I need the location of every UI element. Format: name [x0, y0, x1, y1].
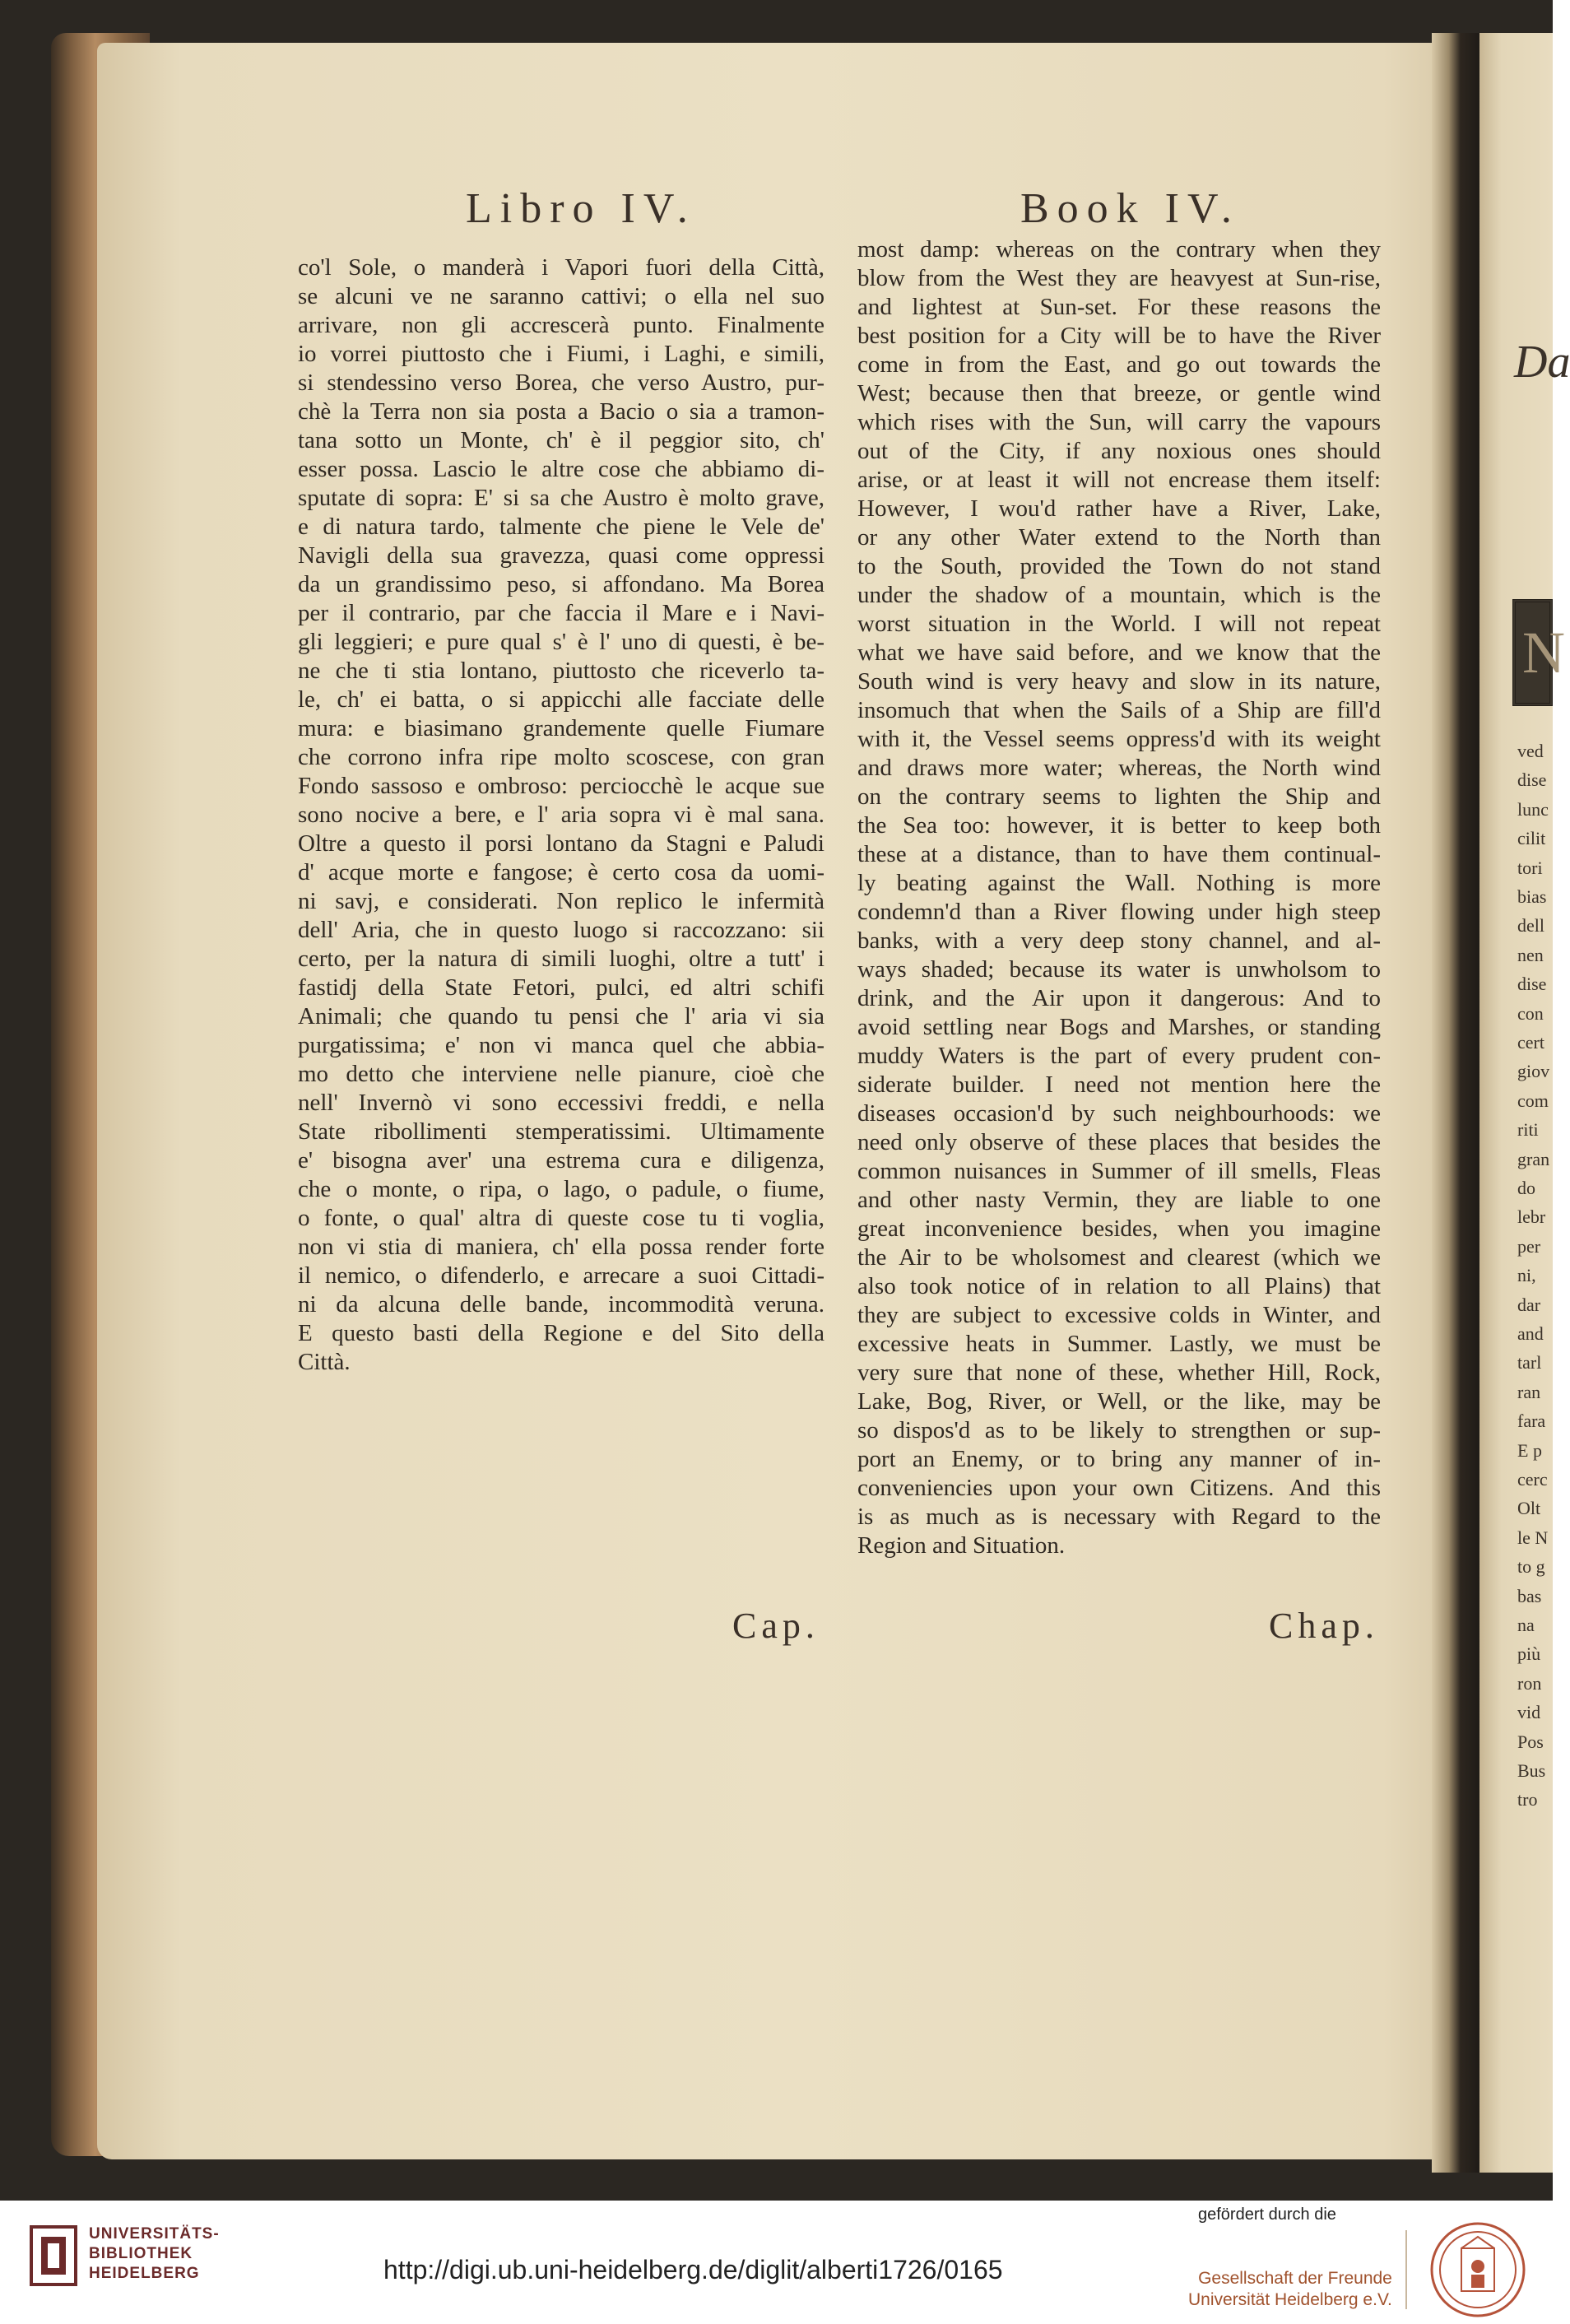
text-line: is as much as is necessary with Regard to the: [857, 1504, 1381, 1530]
library-name-line-3: HEIDELBERG: [89, 2265, 200, 2282]
next-page-line: bas: [1517, 1585, 1542, 1606]
text-line: Navigli della sua gravezza, quasi come oppressi: [298, 542, 824, 569]
next-page-line: cerc: [1517, 1469, 1548, 1490]
next-page-line: cilit: [1517, 828, 1546, 849]
university-seal-icon: [1428, 2220, 1527, 2319]
text-line: il nemico, o difenderlo, e arrecare a suoi Cittadi-: [298, 1262, 824, 1289]
text-line: Region and Situation.: [857, 1532, 1066, 1559]
library-name-line-1: UNIVERSITÄTS-: [89, 2225, 220, 2243]
text-line: with it, the Vessel seems oppress'd with its weight: [857, 726, 1381, 752]
text-line: they are subject to excessive colds in Winter, and: [857, 1302, 1381, 1328]
text-line: best position for a City will be to have the River: [857, 323, 1381, 349]
text-line: d' acque morte e fangose; è certo cosa da uomi-: [298, 859, 824, 885]
next-page-line: gran: [1517, 1148, 1550, 1169]
text-line: need only observe of these places that besides the: [857, 1129, 1381, 1155]
next-page-line: Pos: [1517, 1731, 1544, 1752]
text-line: so dispos'd as to be likely to strengthen or sup-: [857, 1417, 1381, 1443]
text-line: most damp: whereas on the contrary when they: [857, 236, 1381, 263]
next-page-line: Olt: [1517, 1498, 1541, 1519]
text-line: che corrono infra ripe molto scoscese, con gran: [298, 744, 824, 770]
text-line: esser possa. Lascio le altre cose che abbiamo di-: [298, 456, 824, 482]
digital-library-url-link[interactable]: http://digi.ub.uni-heidelberg.de/diglit/alberti1726/0165: [383, 2255, 1003, 2284]
book-gutter: [1432, 33, 1479, 2173]
next-page-line: ron: [1517, 1672, 1542, 1694]
text-line: out of the City, if any noxious ones should: [857, 438, 1381, 464]
running-head-left: Libro IV.: [466, 185, 696, 232]
next-page-line: do: [1517, 1178, 1535, 1198]
text-line: che o monte, o ripa, o lago, o padule, o fiume,: [298, 1176, 824, 1202]
text-line: siderate builder. I need not mention here the: [857, 1071, 1381, 1098]
text-line: common nuisances in Summer of ill smells, Fleas: [857, 1158, 1381, 1184]
text-line: chè la Terra non sia posta a Bacio o sia a tramon-: [298, 398, 824, 425]
next-page-line: E p: [1517, 1439, 1542, 1461]
text-line: co'l Sole, o manderà i Vapori fuori della Città,: [298, 254, 824, 281]
text-line: o fonte, o qual' altra di queste cose tu ti voglia,: [298, 1205, 824, 1231]
text-line: Oltre a questo il porsi lontano da Stagni e Paludi: [298, 830, 824, 857]
text-line: Lake, Bog, River, or Well, or the like, may be: [857, 1388, 1381, 1415]
text-line: avoid settling near Bogs and Marshes, or standing: [857, 1014, 1381, 1040]
text-line: per il contrario, par che faccia il Mare e i Navi-: [298, 600, 824, 626]
text-line: or any other Water extend to the North than: [857, 524, 1381, 551]
text-line: si stendessino verso Borea, che verso Austro, pur-: [298, 370, 824, 396]
catchword-left: Cap.: [732, 1606, 820, 1646]
next-page-line: lebr: [1517, 1206, 1546, 1228]
society-name: [1188, 2268, 1392, 2311]
next-page-line: le N: [1517, 1527, 1549, 1548]
text-line: ni savj, e considerati. Non replico le infermità: [298, 888, 824, 914]
text-line: ni da alcuna delle bande, incommodità veruna.: [298, 1291, 824, 1318]
next-page-line: ved: [1517, 741, 1544, 761]
next-page-line: dise: [1517, 974, 1547, 995]
text-line: on the contrary seems to lighten the Ship and: [857, 783, 1381, 810]
text-line: ways shaded; because its water is unwholsom to: [857, 956, 1381, 983]
text-line: insomuch that when the Sails of a Ship are fill'd: [857, 697, 1381, 723]
text-line: conveniencies upon your own Citizens. And this: [857, 1475, 1381, 1501]
text-line: purgatissima; e' non vi manca quel che abbia-: [298, 1032, 824, 1058]
text-line: dell' Aria, che in questo luogo si raccozzano: sii: [298, 917, 824, 943]
text-line: arrivare, non gli accrescerà punto. Finalmente: [298, 312, 824, 338]
next-page-line: lunc: [1517, 798, 1549, 820]
text-line: e' bisogna aver' una estrema cura e diligenza,: [298, 1147, 824, 1174]
text-line: banks, with a very deep stony channel, and al-: [857, 927, 1381, 954]
next-page-line: vid: [1517, 1702, 1541, 1723]
next-page-line: ran: [1517, 1381, 1541, 1402]
next-page-line: to g: [1517, 1556, 1545, 1578]
text-line: nell' Invernò vi sono eccessivi freddi, e nella: [298, 1090, 824, 1116]
text-line: drink, and the Air upon it dangerous: And to: [857, 985, 1381, 1011]
next-page-line: na: [1517, 1615, 1535, 1635]
text-line: and lightest at Sun-set. For these reasons the: [857, 294, 1381, 320]
text-line: mura: e biasimano grandemente quelle Fiumare: [298, 715, 824, 741]
text-line: non vi stia di maniera, ch' ella possa render forte: [298, 1234, 824, 1260]
text-line: and draws more water; whereas, the North wind: [857, 755, 1381, 781]
text-line: and other nasty Vermin, they are liable to one: [857, 1187, 1381, 1213]
next-page-line: riti: [1517, 1119, 1539, 1141]
next-page-line: and: [1517, 1323, 1544, 1344]
catchword-right: Chap.: [1269, 1606, 1379, 1646]
text-line: what we have said before, and we know that the: [857, 639, 1381, 666]
text-line: worst situation in the World. I will not repeat: [857, 611, 1381, 637]
text-line: condemn'd than a River flowing under high steep: [857, 899, 1381, 925]
text-line: certo, per la natura di simili luoghi, oltre a tutt' i: [298, 946, 824, 972]
text-line: tana sotto un Monte, ch' è il peggior sito, ch': [298, 427, 824, 453]
footer: [0, 2201, 1553, 2324]
next-page-line: nen: [1517, 944, 1544, 965]
next-page-heading: Da: [1514, 337, 1570, 388]
next-page-line: con: [1517, 1002, 1544, 1024]
text-line: under the shadow of a mountain, which is the: [857, 582, 1381, 608]
society-name-line-2: Universität Heidelberg e.V.: [1188, 2290, 1392, 2309]
decorated-initial-letter: N: [1522, 620, 1565, 686]
next-page-fragment: [1479, 33, 1570, 2173]
text-line: great inconvenience besides, when you imagine: [857, 1215, 1381, 1242]
next-page-line: tarl: [1517, 1352, 1542, 1373]
text-line: ly beating against the Wall. Nothing is more: [857, 870, 1381, 896]
next-page-line: per: [1517, 1235, 1541, 1257]
italian-text-column: [298, 253, 824, 1377]
next-page-line: bias: [1517, 886, 1547, 907]
text-line: the Air to be wholsomest and clearest (which we: [857, 1244, 1381, 1271]
next-page-line: più: [1517, 1643, 1541, 1665]
text-line: to the South, provided the Town do not stand: [857, 553, 1381, 579]
text-line: fastidj della State Fetori, pulci, ed altri schifi: [298, 974, 824, 1001]
text-line: very sure that none of these, whether Hill, Rock,: [857, 1360, 1381, 1386]
text-line: gli leggieri; e pure qual s' è l' uno di questi, è be-: [298, 629, 824, 655]
text-line: port an Enemy, or to bring any manner of in-: [857, 1446, 1381, 1472]
english-text-column: [857, 235, 1381, 1560]
text-line: da un grandissimo peso, si affondano. Ma Borea: [298, 571, 824, 597]
text-line: come in from the East, and go out towards the: [857, 351, 1381, 378]
text-line: muddy Waters is the part of every prudent con-: [857, 1043, 1381, 1069]
text-line: Città.: [298, 1349, 351, 1375]
text-line: Fondo sassoso e ombroso: perciocchè le acque sue: [298, 773, 824, 799]
next-page-line: dell: [1517, 915, 1544, 937]
text-line: excessive heats in Summer. Lastly, we must be: [857, 1331, 1381, 1357]
text-line: these at a distance, than to have them continual-: [857, 841, 1381, 867]
society-name-line-1: Gesellschaft der Freunde: [1198, 2269, 1392, 2288]
next-page-line: cert: [1517, 1032, 1544, 1053]
next-page-line: tori: [1517, 857, 1543, 878]
running-head-right: Book IV.: [1020, 185, 1240, 232]
text-line: Animali; che quando tu pensi che l' aria vi sia: [298, 1003, 824, 1030]
next-page-line: dar: [1517, 1294, 1541, 1315]
text-line: ne che ti stia lontano, piuttosto che riceverlo ta-: [298, 658, 824, 684]
funded-by-label: gefördert durch die: [1198, 2205, 1336, 2224]
text-line: State ribollimenti stemperatissimi. Ultimamente: [298, 1118, 824, 1145]
text-line: sputate di sopra: E' si sa che Austro è molto grave,: [298, 485, 824, 511]
text-line: West; because then that breeze, or gentle wind: [857, 380, 1381, 407]
next-page-line: tro: [1517, 1789, 1538, 1810]
next-page-line: giov: [1517, 1061, 1550, 1082]
text-line: which rises with the Sun, will carry the vapours: [857, 409, 1381, 435]
university-library-logo-icon: [30, 2225, 77, 2286]
text-line: blow from the West they are heavyest at Sun-rise,: [857, 265, 1381, 291]
next-page-line: Bus: [1517, 1760, 1546, 1781]
next-page-line: dise: [1517, 769, 1547, 791]
text-line: However, I wou'd rather have a River, Lake,: [857, 495, 1381, 522]
text-line: le, ch' ei batta, o si appicchi alle facciate delle: [298, 686, 824, 713]
next-page-line: ni,: [1517, 1265, 1536, 1286]
text-line: mo detto che interviene nelle pianure, cioè che: [298, 1061, 824, 1087]
text-line: E questo basti della Regione e del Sito della: [298, 1320, 824, 1346]
text-line: arise, or at least it will not encrease them itself:: [857, 467, 1381, 493]
text-line: also took notice of in relation to all Plains) that: [857, 1273, 1381, 1299]
text-line: sono nocive a bere, e l' aria sopra vi è mal sana.: [298, 802, 824, 828]
text-line: io vorrei piuttosto che i Fiumi, i Laghi, e simili,: [298, 341, 824, 367]
text-line: e di natura tardo, talmente che piene le Vele de': [298, 514, 824, 540]
text-line: South wind is very heavy and slow in its nature,: [857, 668, 1381, 695]
text-line: the Sea too: however, it is better to keep both: [857, 812, 1381, 839]
library-name-line-2: BIBLIOTHEK: [89, 2245, 193, 2262]
footer-divider: [1405, 2230, 1407, 2309]
text-line: diseases occasion'd by such neighbourhoods: we: [857, 1100, 1381, 1127]
decorated-initial: [1512, 599, 1565, 706]
next-page-line: fara: [1517, 1411, 1546, 1432]
text-line: se alcuni ve ne saranno cattivi; o ella nel suo: [298, 283, 824, 309]
next-page-line: com: [1517, 1090, 1549, 1111]
